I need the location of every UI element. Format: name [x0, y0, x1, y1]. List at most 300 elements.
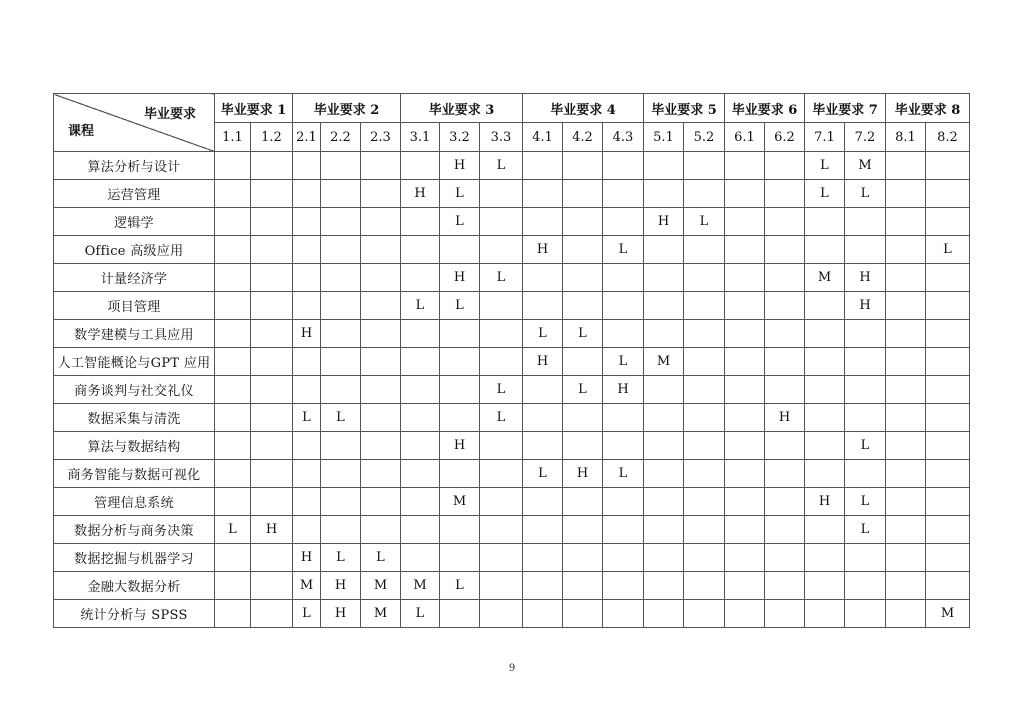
requirement-index-header: 6.2 [765, 123, 805, 152]
support-level-cell: M [293, 572, 321, 600]
support-level-cell [725, 348, 765, 376]
support-level-cell [684, 432, 725, 460]
support-level-cell [886, 376, 926, 404]
support-level-cell [361, 348, 401, 376]
support-level-cell [401, 348, 440, 376]
support-level-cell [401, 432, 440, 460]
support-level-cell [215, 348, 251, 376]
table-row [54, 404, 970, 432]
support-level-cell [401, 404, 440, 432]
support-level-cell [523, 292, 563, 320]
support-level-cell [563, 404, 603, 432]
support-level-cell [684, 320, 725, 348]
support-level-cell [644, 404, 684, 432]
support-level-cell: L [480, 152, 523, 180]
support-level-cell [361, 432, 401, 460]
support-level-cell [321, 488, 361, 516]
support-level-cell [886, 516, 926, 544]
support-level-cell [684, 236, 725, 264]
support-level-cell [401, 236, 440, 264]
support-level-cell [361, 320, 401, 348]
support-level-cell [293, 208, 321, 236]
requirement-index-header: 4.1 [523, 123, 563, 152]
support-level-cell [251, 432, 293, 460]
course-name-cell: 数据挖掘与机器学习 [54, 544, 215, 572]
support-level-cell [765, 264, 805, 292]
support-level-cell [805, 376, 845, 404]
support-level-cell [644, 236, 684, 264]
support-level-cell [480, 572, 523, 600]
support-level-cell [805, 460, 845, 488]
support-level-cell: L [321, 544, 361, 572]
support-level-cell [523, 544, 563, 572]
support-level-cell [644, 488, 684, 516]
support-level-cell [563, 264, 603, 292]
table-row [54, 516, 970, 544]
support-level-cell [725, 376, 765, 404]
support-level-cell [926, 516, 970, 544]
support-level-cell [845, 572, 886, 600]
support-level-cell [361, 152, 401, 180]
support-level-cell [293, 264, 321, 292]
support-level-cell [765, 348, 805, 376]
support-level-cell [805, 208, 845, 236]
support-level-cell [603, 600, 644, 628]
support-level-cell [563, 208, 603, 236]
support-level-cell [805, 292, 845, 320]
table-row [54, 376, 970, 404]
requirement-group-header: 毕业要求 6 [725, 94, 805, 123]
support-level-cell [886, 488, 926, 516]
support-level-cell: L [684, 208, 725, 236]
course-name-cell: 运营管理 [54, 180, 215, 208]
course-name-cell: 数据采集与清洗 [54, 404, 215, 432]
support-level-cell [215, 180, 251, 208]
support-level-cell [684, 600, 725, 628]
support-level-cell [215, 544, 251, 572]
requirement-index-header: 7.1 [805, 123, 845, 152]
support-level-cell [886, 208, 926, 236]
support-level-cell [480, 516, 523, 544]
requirement-group-header: 毕业要求 2 [293, 94, 401, 123]
support-level-cell [361, 208, 401, 236]
support-level-cell [725, 460, 765, 488]
support-level-cell [886, 320, 926, 348]
support-level-cell [886, 544, 926, 572]
support-level-cell [725, 432, 765, 460]
support-level-cell [765, 320, 805, 348]
support-level-cell [321, 516, 361, 544]
support-level-cell [293, 348, 321, 376]
support-level-cell [563, 292, 603, 320]
support-level-cell [523, 572, 563, 600]
support-level-cell [926, 544, 970, 572]
support-level-cell [563, 432, 603, 460]
support-level-cell: M [361, 600, 401, 628]
support-level-cell [725, 572, 765, 600]
support-level-cell [845, 236, 886, 264]
support-level-cell [603, 180, 644, 208]
support-level-cell: L [401, 292, 440, 320]
support-level-cell [725, 264, 765, 292]
course-requirement-matrix [53, 93, 970, 628]
support-level-cell [725, 544, 765, 572]
requirement-index-header: 4.2 [563, 123, 603, 152]
support-level-cell [480, 236, 523, 264]
support-level-cell [886, 152, 926, 180]
support-level-cell [926, 180, 970, 208]
support-level-cell [805, 404, 845, 432]
support-level-cell [725, 208, 765, 236]
support-level-cell [725, 292, 765, 320]
support-level-cell [401, 264, 440, 292]
support-level-cell [886, 460, 926, 488]
support-level-cell [361, 488, 401, 516]
support-level-cell: H [293, 320, 321, 348]
support-level-cell [563, 236, 603, 264]
course-name-cell: 数学建模与工具应用 [54, 320, 215, 348]
support-level-cell [845, 376, 886, 404]
support-level-cell: L [293, 600, 321, 628]
support-level-cell [644, 180, 684, 208]
support-level-cell [215, 208, 251, 236]
support-level-cell [440, 404, 480, 432]
support-level-cell [321, 152, 361, 180]
support-level-cell: H [321, 572, 361, 600]
support-level-cell [401, 320, 440, 348]
support-level-cell [684, 516, 725, 544]
support-level-cell [644, 516, 684, 544]
support-level-cell [293, 432, 321, 460]
support-level-cell [440, 348, 480, 376]
requirement-index-header: 2.2 [321, 123, 361, 152]
support-level-cell [215, 376, 251, 404]
support-level-cell [480, 460, 523, 488]
table-row [54, 572, 970, 600]
support-level-cell [215, 488, 251, 516]
support-level-cell [480, 488, 523, 516]
support-level-cell [361, 376, 401, 404]
support-level-cell [293, 292, 321, 320]
support-level-cell [805, 600, 845, 628]
support-level-cell [926, 292, 970, 320]
support-level-cell [644, 572, 684, 600]
support-level-cell [765, 376, 805, 404]
requirement-index-header: 3.2 [440, 123, 480, 152]
support-level-cell [251, 544, 293, 572]
support-level-cell [321, 208, 361, 236]
support-level-cell [926, 348, 970, 376]
requirement-index-header: 1.2 [251, 123, 293, 152]
support-level-cell [215, 152, 251, 180]
requirement-group-header: 毕业要求 5 [644, 94, 725, 123]
support-level-cell [251, 292, 293, 320]
support-level-cell: H [805, 488, 845, 516]
support-level-cell [845, 544, 886, 572]
support-level-cell: L [480, 264, 523, 292]
support-level-cell [563, 544, 603, 572]
support-level-cell [440, 376, 480, 404]
support-level-cell [215, 404, 251, 432]
support-level-cell [603, 572, 644, 600]
support-level-cell [480, 432, 523, 460]
support-level-cell [321, 348, 361, 376]
support-level-cell [603, 320, 644, 348]
support-level-cell [684, 180, 725, 208]
requirement-group-header-row [54, 94, 970, 123]
support-level-cell: H [440, 152, 480, 180]
support-level-cell [563, 180, 603, 208]
support-level-cell [805, 348, 845, 376]
course-name-cell: Office 高级应用 [54, 236, 215, 264]
support-level-cell [321, 432, 361, 460]
requirement-group-header: 毕业要求 4 [523, 94, 644, 123]
support-level-cell: H [523, 348, 563, 376]
support-level-cell [251, 236, 293, 264]
support-level-cell [644, 320, 684, 348]
support-level-cell [480, 348, 523, 376]
support-level-cell [845, 320, 886, 348]
support-level-cell: M [361, 572, 401, 600]
support-level-cell: L [603, 348, 644, 376]
support-level-cell [480, 544, 523, 572]
support-level-cell: L [480, 404, 523, 432]
support-level-cell [251, 348, 293, 376]
support-level-cell [765, 488, 805, 516]
support-level-cell: L [563, 376, 603, 404]
requirement-index-header: 7.2 [845, 123, 886, 152]
support-level-cell [215, 572, 251, 600]
table-row [54, 264, 970, 292]
support-level-cell [644, 432, 684, 460]
support-level-cell [251, 376, 293, 404]
support-level-cell [725, 516, 765, 544]
support-level-cell [401, 208, 440, 236]
support-level-cell [293, 516, 321, 544]
support-level-cell [251, 180, 293, 208]
requirement-index-header: 1.1 [215, 123, 251, 152]
course-name-cell: 金融大数据分析 [54, 572, 215, 600]
support-level-cell [684, 404, 725, 432]
support-level-cell [563, 488, 603, 516]
support-level-cell [725, 320, 765, 348]
support-level-cell [523, 600, 563, 628]
support-level-cell [523, 516, 563, 544]
header-corner-cell [54, 94, 215, 152]
support-level-cell [361, 516, 401, 544]
support-level-cell [480, 292, 523, 320]
support-level-cell [845, 460, 886, 488]
support-level-cell [215, 264, 251, 292]
support-level-cell: H [440, 432, 480, 460]
support-level-cell [440, 600, 480, 628]
requirement-index-header: 5.1 [644, 123, 684, 152]
support-level-cell: H [563, 460, 603, 488]
support-level-cell [684, 152, 725, 180]
support-level-cell: L [440, 572, 480, 600]
course-name-cell: 算法与数据结构 [54, 432, 215, 460]
support-level-cell [886, 264, 926, 292]
support-level-cell [805, 320, 845, 348]
support-level-cell [480, 208, 523, 236]
support-level-cell [684, 572, 725, 600]
support-level-cell [765, 460, 805, 488]
support-level-cell [926, 208, 970, 236]
support-level-cell [765, 544, 805, 572]
support-level-cell [684, 264, 725, 292]
page-number: 9 [508, 663, 516, 674]
support-level-cell [845, 208, 886, 236]
corner-requirement-label: 毕业要求 [143, 107, 196, 122]
support-level-cell: L [805, 152, 845, 180]
support-level-cell [926, 376, 970, 404]
support-level-cell [765, 432, 805, 460]
support-level-cell [215, 600, 251, 628]
support-level-cell [603, 264, 644, 292]
support-level-cell [401, 516, 440, 544]
support-level-cell [480, 600, 523, 628]
support-level-cell [563, 152, 603, 180]
support-level-cell [361, 404, 401, 432]
table-row [54, 432, 970, 460]
support-level-cell [361, 236, 401, 264]
support-level-cell [215, 236, 251, 264]
support-level-cell [805, 544, 845, 572]
support-level-cell [765, 292, 805, 320]
course-name-cell: 商务智能与数据可视化 [54, 460, 215, 488]
support-level-cell: L [440, 292, 480, 320]
support-level-cell [603, 488, 644, 516]
table-row [54, 292, 970, 320]
support-level-cell: H [603, 376, 644, 404]
requirement-index-header: 8.1 [886, 123, 926, 152]
support-level-cell [886, 572, 926, 600]
requirement-index-header: 2.1 [293, 123, 321, 152]
support-level-cell [251, 460, 293, 488]
support-level-cell [765, 600, 805, 628]
support-level-cell [251, 572, 293, 600]
support-level-cell [886, 404, 926, 432]
support-level-cell [644, 544, 684, 572]
support-level-cell [725, 404, 765, 432]
support-level-cell [523, 376, 563, 404]
requirement-index-header: 3.3 [480, 123, 523, 152]
course-rows [54, 152, 970, 628]
support-level-cell: L [480, 376, 523, 404]
support-level-cell [926, 488, 970, 516]
support-level-cell [321, 376, 361, 404]
support-level-cell [725, 180, 765, 208]
support-level-cell [401, 460, 440, 488]
support-level-cell [480, 180, 523, 208]
support-level-cell [563, 600, 603, 628]
support-level-cell [603, 208, 644, 236]
support-level-cell [215, 292, 251, 320]
support-level-cell [603, 516, 644, 544]
support-level-cell: L [293, 404, 321, 432]
support-level-cell [215, 320, 251, 348]
course-name-cell: 管理信息系统 [54, 488, 215, 516]
support-level-cell [926, 152, 970, 180]
support-level-cell: H [845, 292, 886, 320]
requirement-group-header: 毕业要求 3 [401, 94, 523, 123]
support-level-cell [523, 208, 563, 236]
support-level-cell [440, 236, 480, 264]
support-level-cell [251, 264, 293, 292]
course-name-cell: 算法分析与设计 [54, 152, 215, 180]
support-level-cell [251, 600, 293, 628]
support-level-cell [725, 488, 765, 516]
support-level-cell: H [644, 208, 684, 236]
requirement-group-header: 毕业要求 1 [215, 94, 293, 123]
requirement-group-header: 毕业要求 7 [805, 94, 886, 123]
support-level-cell [603, 432, 644, 460]
requirement-index-header: 5.2 [684, 123, 725, 152]
support-level-cell [440, 320, 480, 348]
support-level-cell [684, 292, 725, 320]
support-level-cell: L [215, 516, 251, 544]
table-row [54, 208, 970, 236]
support-level-cell [401, 376, 440, 404]
support-level-cell [805, 432, 845, 460]
support-level-cell [765, 236, 805, 264]
support-level-cell [644, 264, 684, 292]
table-row [54, 236, 970, 264]
support-level-cell [401, 488, 440, 516]
support-level-cell [293, 180, 321, 208]
support-level-cell [321, 264, 361, 292]
support-level-cell [603, 544, 644, 572]
support-level-cell [845, 404, 886, 432]
support-level-cell [926, 460, 970, 488]
support-level-cell [845, 600, 886, 628]
support-level-cell: H [293, 544, 321, 572]
support-level-cell [805, 236, 845, 264]
table-row [54, 152, 970, 180]
support-level-cell [886, 292, 926, 320]
support-level-cell [293, 460, 321, 488]
support-level-cell: L [523, 460, 563, 488]
support-level-cell: L [603, 460, 644, 488]
support-level-cell [361, 460, 401, 488]
support-level-cell [765, 152, 805, 180]
requirement-index-header: 4.3 [603, 123, 644, 152]
corner-course-label: 课程 [68, 124, 95, 139]
support-level-cell [523, 432, 563, 460]
support-level-cell [684, 376, 725, 404]
support-level-cell [480, 320, 523, 348]
support-level-cell [523, 488, 563, 516]
support-level-cell [293, 152, 321, 180]
table-row [54, 320, 970, 348]
support-level-cell [440, 516, 480, 544]
support-level-cell: L [523, 320, 563, 348]
support-level-cell [321, 320, 361, 348]
requirement-index-header: 8.2 [926, 123, 970, 152]
support-level-cell [293, 236, 321, 264]
table-row [54, 460, 970, 488]
support-level-cell: H [765, 404, 805, 432]
support-level-cell [644, 292, 684, 320]
support-level-cell: M [805, 264, 845, 292]
support-level-cell [765, 572, 805, 600]
support-level-cell [321, 460, 361, 488]
support-level-cell [251, 404, 293, 432]
course-name-cell: 商务谈判与社交礼仪 [54, 376, 215, 404]
support-level-cell [215, 460, 251, 488]
support-level-cell [926, 432, 970, 460]
support-level-cell [644, 600, 684, 628]
